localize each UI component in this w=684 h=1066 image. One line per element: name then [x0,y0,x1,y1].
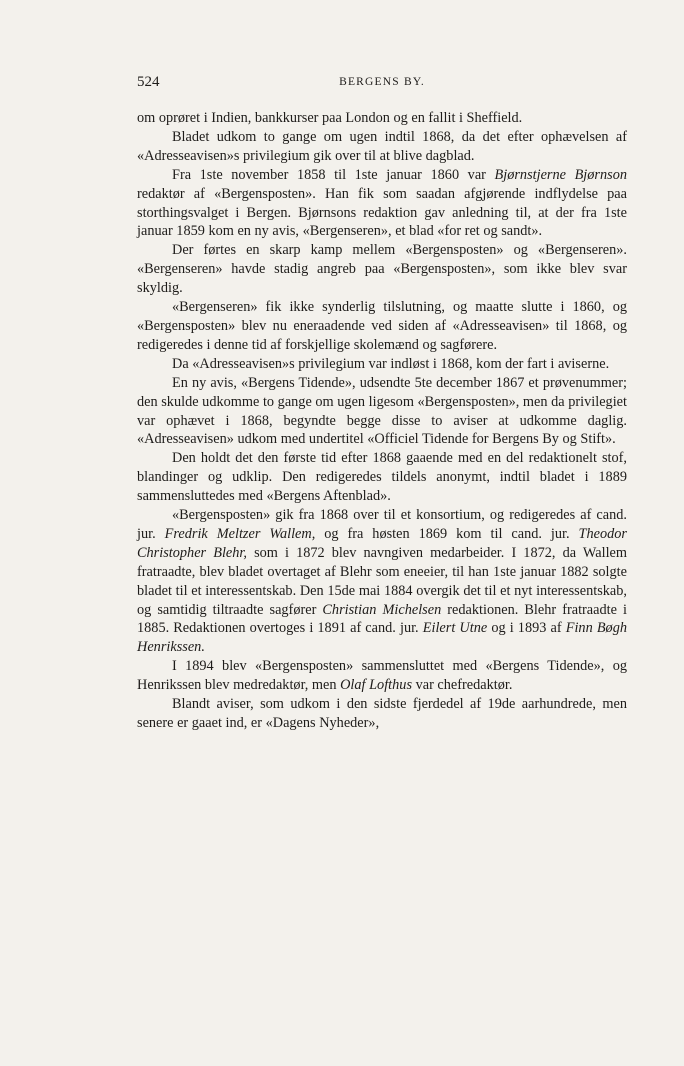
text-run: var chefredaktør. [412,677,513,694]
paragraph-p5 [137,298,627,355]
paragraph-p2 [137,128,627,166]
text-run: Fra 1ste november 1858 til 1ste januar 1860 var [172,166,495,183]
text-run: Blandt aviser, som udkom i den sidste fjerdedel af 19de aarhundrede, men senere er gaaet ind, er «Dagens Nyheder», [137,696,627,731]
italic-name: Fredrik Meltzer Wallem, [164,525,316,542]
paragraph-p4 [137,241,627,298]
text-run: Da «Adresseavisen»s privilegium var indløst i 1868, kom der fart i aviserne. [172,355,610,372]
text-run: redaktionen. Blehr fratraadte i 1885. Redaktionen overtoges i 1891 af cand. jur. [137,601,627,637]
italic-name: Bjørnstjerne Bjørnson [494,166,627,183]
text-run: «Bergenseren» fik ikke synderlig tilslutning, og maatte slutte i 1860, og «Bergensposten» blev nu eneraadende ved siden af «Adresseavisen» til 1868, og redigeredes i denne tid af forskjellige skolemænd og sagførere. [137,299,627,353]
paragraph-p8 [137,449,627,506]
paragraph-p10 [137,657,627,695]
paragraph-p9 [137,506,627,657]
text-run: I 1894 blev «Bergensposten» sammensluttet med «Bergens Tidende», og Henrikssen blev medredaktør, men [137,658,627,694]
text-run: og fra høsten 1869 kom til cand. jur. [315,525,579,542]
paragraph-p3 [137,166,627,242]
text-run: En ny avis, «Bergens Tidende», udsendte 5te december 1867 et prøvenummer; den skulde udkomme to gange om ugen ligesom «Bergensposten», men da privilegiet var ophævet i 1868, begyndte begge disse to aviser at udkomme daglig. «Adresseavisen» udkom med undertitel «Officiel Tidende for Bergens By og Stift». [137,374,627,448]
text-run: og i 1893 af [487,620,566,637]
italic-name: Eilert Utne [422,620,488,637]
paragraph-p11 [137,695,627,733]
running-head: BERGENS BY. [339,76,425,88]
text-run: redaktør af «Bergensposten». Han fik som saadan afgjørende indflydelse paa storthingsvalget i Bergen. Bjørnsons redaktion gav anledning til, at der fra 1ste januar 1859 kom en ny avis, «Bergenseren», et blad «for ret og sandt». [137,185,627,240]
paragraph-p6 [137,355,627,374]
paragraph-p1 [137,109,627,128]
body-text [137,109,627,733]
text-run: Den holdt det den første tid efter 1868 gaaende med en del redaktionelt stof, blandinger og udklip. Den redigeredes tildels anonymt, indtil bladet i 1889 sammensluttedes med «Bergens Aftenblad». [137,450,627,505]
text-run: Bladet udkom to gange om ugen indtil 1868, da det efter ophævelsen af «Adresseavisen»s privilegium gik over til at blive dagblad. [137,128,627,164]
italic-name: Theodor Christopher Blehr, [137,525,627,561]
italic-name: Olaf Lofthus [340,677,413,694]
page-number: 524 [137,74,160,90]
text-run: som i 1872 blev navngiven medarbeider. I 1872, da Wallem fratraadte, blev bladet overtaget af Blehr som eneeier, til han 1ste januar 1882 solgte bladet til et interessentskab. Den 15de mai 1884 overgik det til et nyt interessentskab, og samtidig tiltraadte sagfører [137,544,628,618]
text-run: Der førtes en skarp kamp mellem «Bergensposten» og «Bergenseren». «Bergenseren» havde stadig angreb paa «Bergensposten», som ikke blev svar skyldig. [137,242,627,297]
paragraph-p7 [137,374,627,450]
italic-name: Finn Bøgh Henrikssen. [137,620,628,656]
italic-name: Christian Michelsen [322,601,442,618]
text-run: «Bergensposten» gik fra 1868 over til et konsortium, og redigeredes af cand. jur. [137,507,627,542]
page-header [137,74,627,94]
text-run: om oprøret i Indien, bankkurser paa London og en fallit i Sheffield. [137,110,523,126]
